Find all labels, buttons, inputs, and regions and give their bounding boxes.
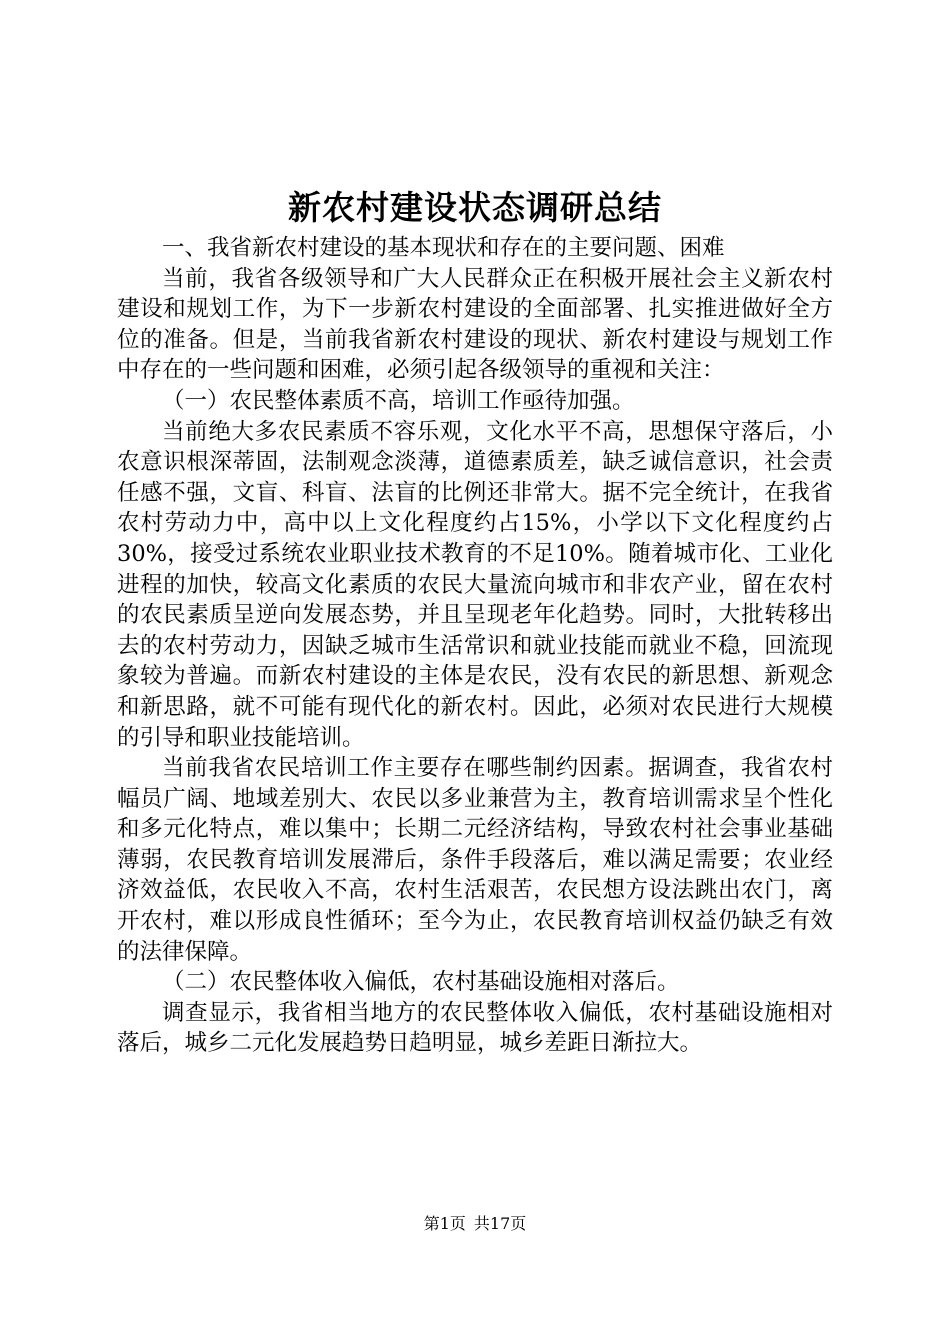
page-total: 共17页 [473, 1214, 527, 1233]
subsection-heading: （二）农民整体收入偏低，农村基础设施相对落后。 [162, 969, 680, 996]
document-title: 新农村建设状态调研总结 [288, 188, 662, 227]
page-footer [0, 1212, 950, 1236]
subsection-heading: （一）农民整体素质不高，培训工作亟待加强。 [162, 387, 635, 414]
page-number: 第1页 [423, 1214, 466, 1233]
body-paragraph: 调查显示，我省相当地方的农民整体收入偏低，农村基础设施相对落后，城乡二元化发展趋势日趋明显，城乡差距日渐拉大。 [117, 999, 833, 1057]
section-heading: 一、我省新农村建设的基本现状和存在的主要问题、困难 [162, 235, 725, 261]
body-paragraph: 当前绝大多农民素质不容乐观，文化水平不高，思想保守落后，小农意识根深蒂固，法制观念淡薄，道德素质差，缺乏诚信意识，社会责任感不强，文盲、科盲、法盲的比例还非常大。据不完全统计，在我省农村劳动力中，高中以上文化程度约占15%，小学以下文化程度约占30%，接受过系统农业职业技术教育的不足10%。随着城市化、工业化进程的加快，较高文化素质的农民大量流向城市和非农产业，留在农村的农民素质呈逆向发展态势，并且呈现老年化趋势。同时，大批转移出去的农村劳动力，因缺乏城市生活常识和就业技能而就业不稳，回流现象较为普遍。而新农村建设的主体是农民，没有农民的新思想、新观念和新思路，就不可能有现代化的新农村。因此，必须对农民进行大规模的引导和职业技能培训。 [117, 418, 833, 751]
document-body [117, 233, 833, 1059]
body-paragraph: 当前我省农民培训工作主要存在哪些制约因素。据调查，我省农村幅员广阔、地域差别大、农民以多业兼营为主，教育培训需求呈个性化和多元化特点，难以集中；长期二元经济结构，导致农村社会事业基础薄弱，农民教育培训发展滞后，条件手段落后，难以满足需要；农业经济效益低，农民收入不高，农村生活艰苦，农民想方设法跳出农门，离开农村，难以形成良性循环；至今为止，农民教育培训权益仍缺乏有效的法律保障。 [117, 755, 833, 965]
body-paragraph: 当前，我省各级领导和广大人民群众正在积极开展社会主义新农村建设和规划工作，为下一步新农村建设的全面部署、扎实推进做好全方位的准备。但是，当前我省新农村建设的现状、新农村建设与规划工作中存在的一些问题和困难，必须引起各级领导的重视和关注： [117, 265, 833, 384]
